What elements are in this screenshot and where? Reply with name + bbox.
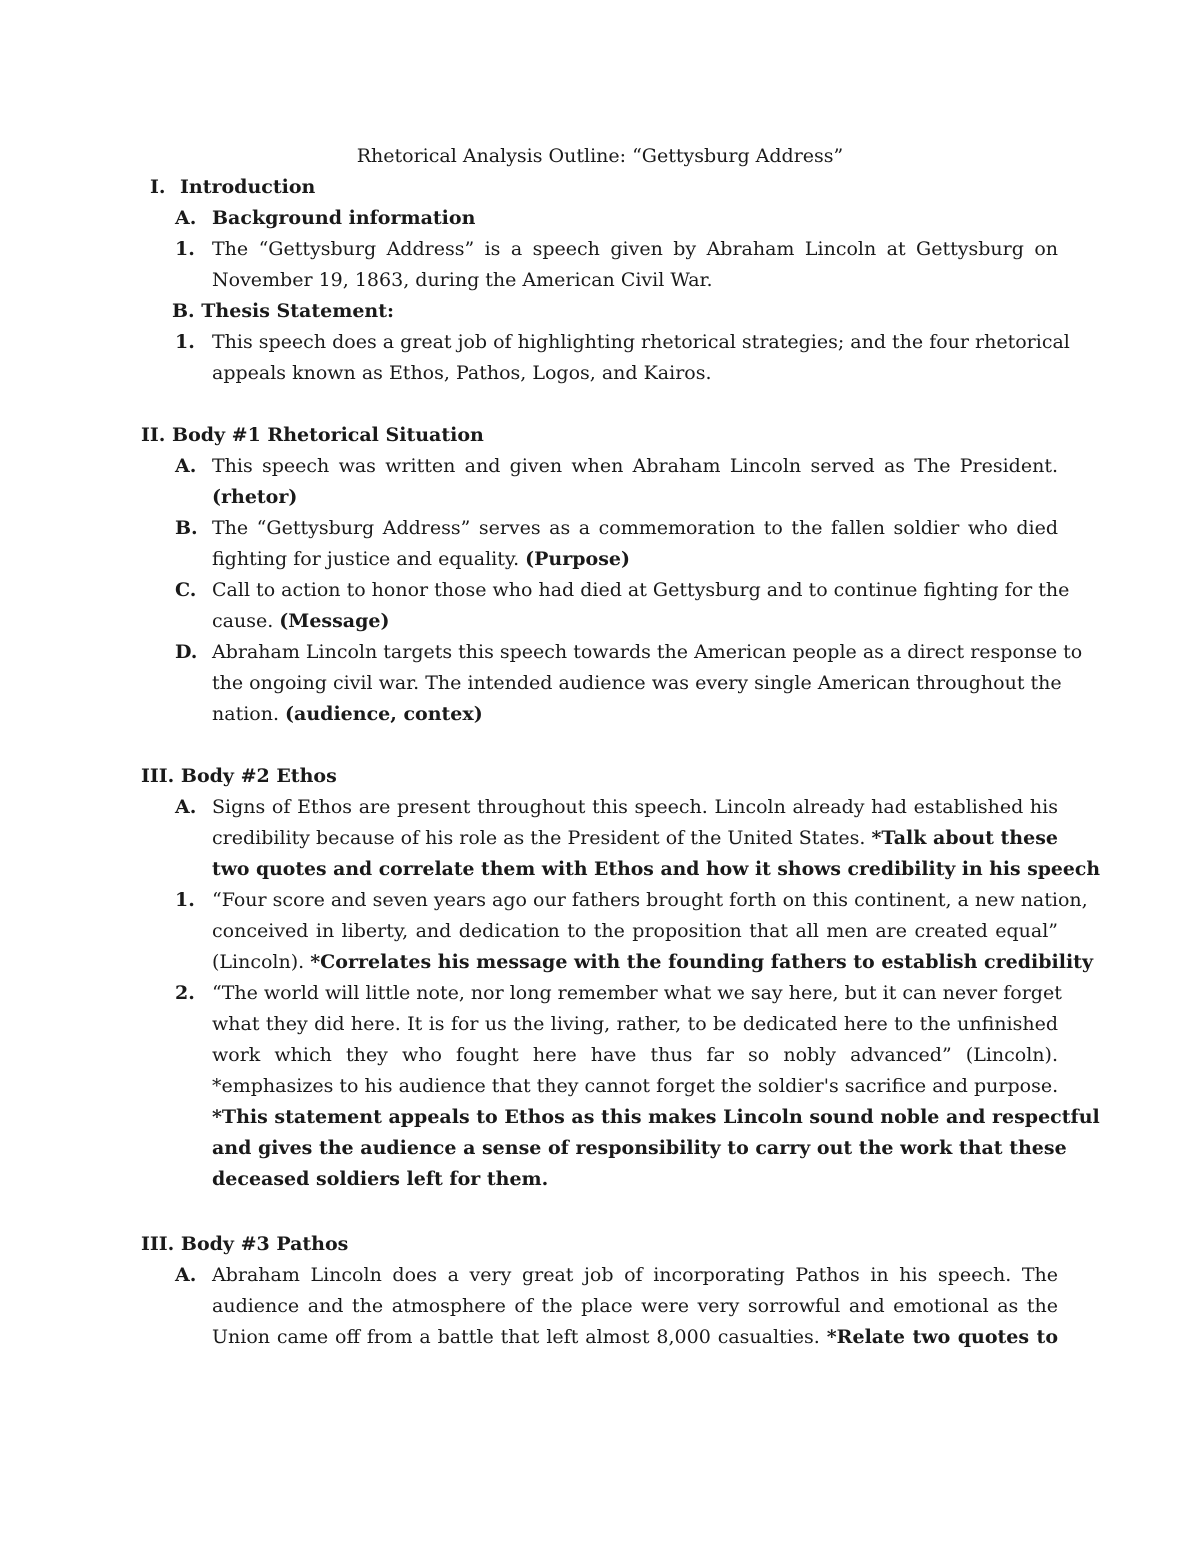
item-marker: 1. (175, 238, 195, 260)
item-label: (Message) (279, 610, 390, 632)
item-text: Call to action to honor those who had died at Gettysburg and to continue fighting for the (212, 579, 1070, 601)
item-marker: A. (175, 455, 197, 477)
section-heading: III. Body #3 Pathos (141, 1233, 349, 1255)
subsection-heading: Background information (212, 207, 476, 229)
item-note: *This statement appeals to Ethos as this makes Lincoln sound noble and respectful (212, 1106, 1100, 1128)
quote-text: (Lincoln). (212, 951, 305, 973)
quote-text: “The world will little note, nor long remember what we say here, but it can never forget (212, 982, 1062, 1004)
item-note: *Correlates his message with the founding fathers to establish credibility (310, 951, 1093, 973)
section-marker: I. (150, 176, 166, 198)
item-text: Signs of Ethos are present throughout this speech. Lincoln already had established his (212, 796, 1058, 818)
item-label: (rhetor) (212, 486, 298, 508)
item-text: Abraham Lincoln does a very great job of incorporating Pathos in his speech. The (212, 1264, 1058, 1286)
item-marker: A. (175, 207, 197, 229)
section-heading: II. Body #1 Rhetorical Situation (141, 424, 484, 446)
item-text: fighting for justice and equality. (212, 548, 520, 570)
item-text: the ongoing civil war. The intended audience was every single American throughout the (212, 672, 1062, 694)
item-label: (audience, contex) (285, 703, 483, 725)
item-marker: A. (175, 1264, 197, 1286)
item-note: and gives the audience a sense of responsibility to carry out the work that these (212, 1137, 1067, 1159)
item-text: audience and the atmosphere of the place were very sorrowful and emotional as the (212, 1295, 1058, 1317)
quote-text: “Four score and seven years ago our fathers brought forth on this continent, a new nation, (212, 889, 1088, 911)
quote-text: work which they who fought here have thus far so nobly advanced” (Lincoln). (212, 1044, 1058, 1066)
subsection-heading: B. Thesis Statement: (172, 300, 395, 322)
item-text: cause. (212, 610, 274, 632)
item-text: Abraham Lincoln targets this speech towards the American people as a direct response to (212, 641, 1083, 663)
item-note: deceased soldiers left for them. (212, 1168, 549, 1190)
item-note: *Talk about these (871, 827, 1058, 849)
item-text: nation. (212, 703, 279, 725)
item-note: two quotes and correlate them with Ethos and how it shows credibility in his speech (212, 858, 1100, 880)
item-marker: B. (175, 517, 198, 539)
item-label: (Purpose) (525, 548, 630, 570)
section-heading: Introduction (180, 176, 316, 198)
item-marker: 1. (175, 889, 195, 911)
item-marker: 1. (175, 331, 195, 353)
item-marker: 2. (175, 982, 195, 1004)
item-text: The “Gettysburg Address” is a speech given by Abraham Lincoln at Gettysburg on (212, 238, 1058, 260)
item-text: This speech does a great job of highlighting rhetorical strategies; and the four rhetorical (212, 331, 1070, 353)
item-marker: C. (175, 579, 197, 601)
item-text: November 19, 1863, during the American Civil War. (212, 269, 713, 291)
item-marker: A. (175, 796, 197, 818)
quote-text: conceived in liberty, and dedication to the proposition that all men are created equal” (212, 920, 1058, 942)
quote-text: what they did here. It is for us the living, rather, to be dedicated here to the unfinished (212, 1013, 1058, 1035)
item-text: appeals known as Ethos, Pathos, Logos, and Kairos. (212, 362, 712, 384)
item-marker: D. (175, 641, 198, 663)
item-note: *Relate two quotes to (826, 1326, 1059, 1348)
item-text: credibility because of his role as the President of the United States. (212, 827, 866, 849)
item-text: Union came off from a battle that left almost 8,000 casualties. (212, 1326, 820, 1348)
item-text: This speech was written and given when Abraham Lincoln served as The President. (212, 455, 1058, 477)
item-text: The “Gettysburg Address” serves as a commemoration to the fallen soldier who died (212, 517, 1058, 539)
item-note: *emphasizes to his audience that they cannot forget the soldier's sacrifice and purpose. (212, 1075, 1059, 1097)
document-title: Rhetorical Analysis Outline: “Gettysburg Address” (356, 145, 844, 167)
section-heading: III. Body #2 Ethos (141, 765, 337, 787)
